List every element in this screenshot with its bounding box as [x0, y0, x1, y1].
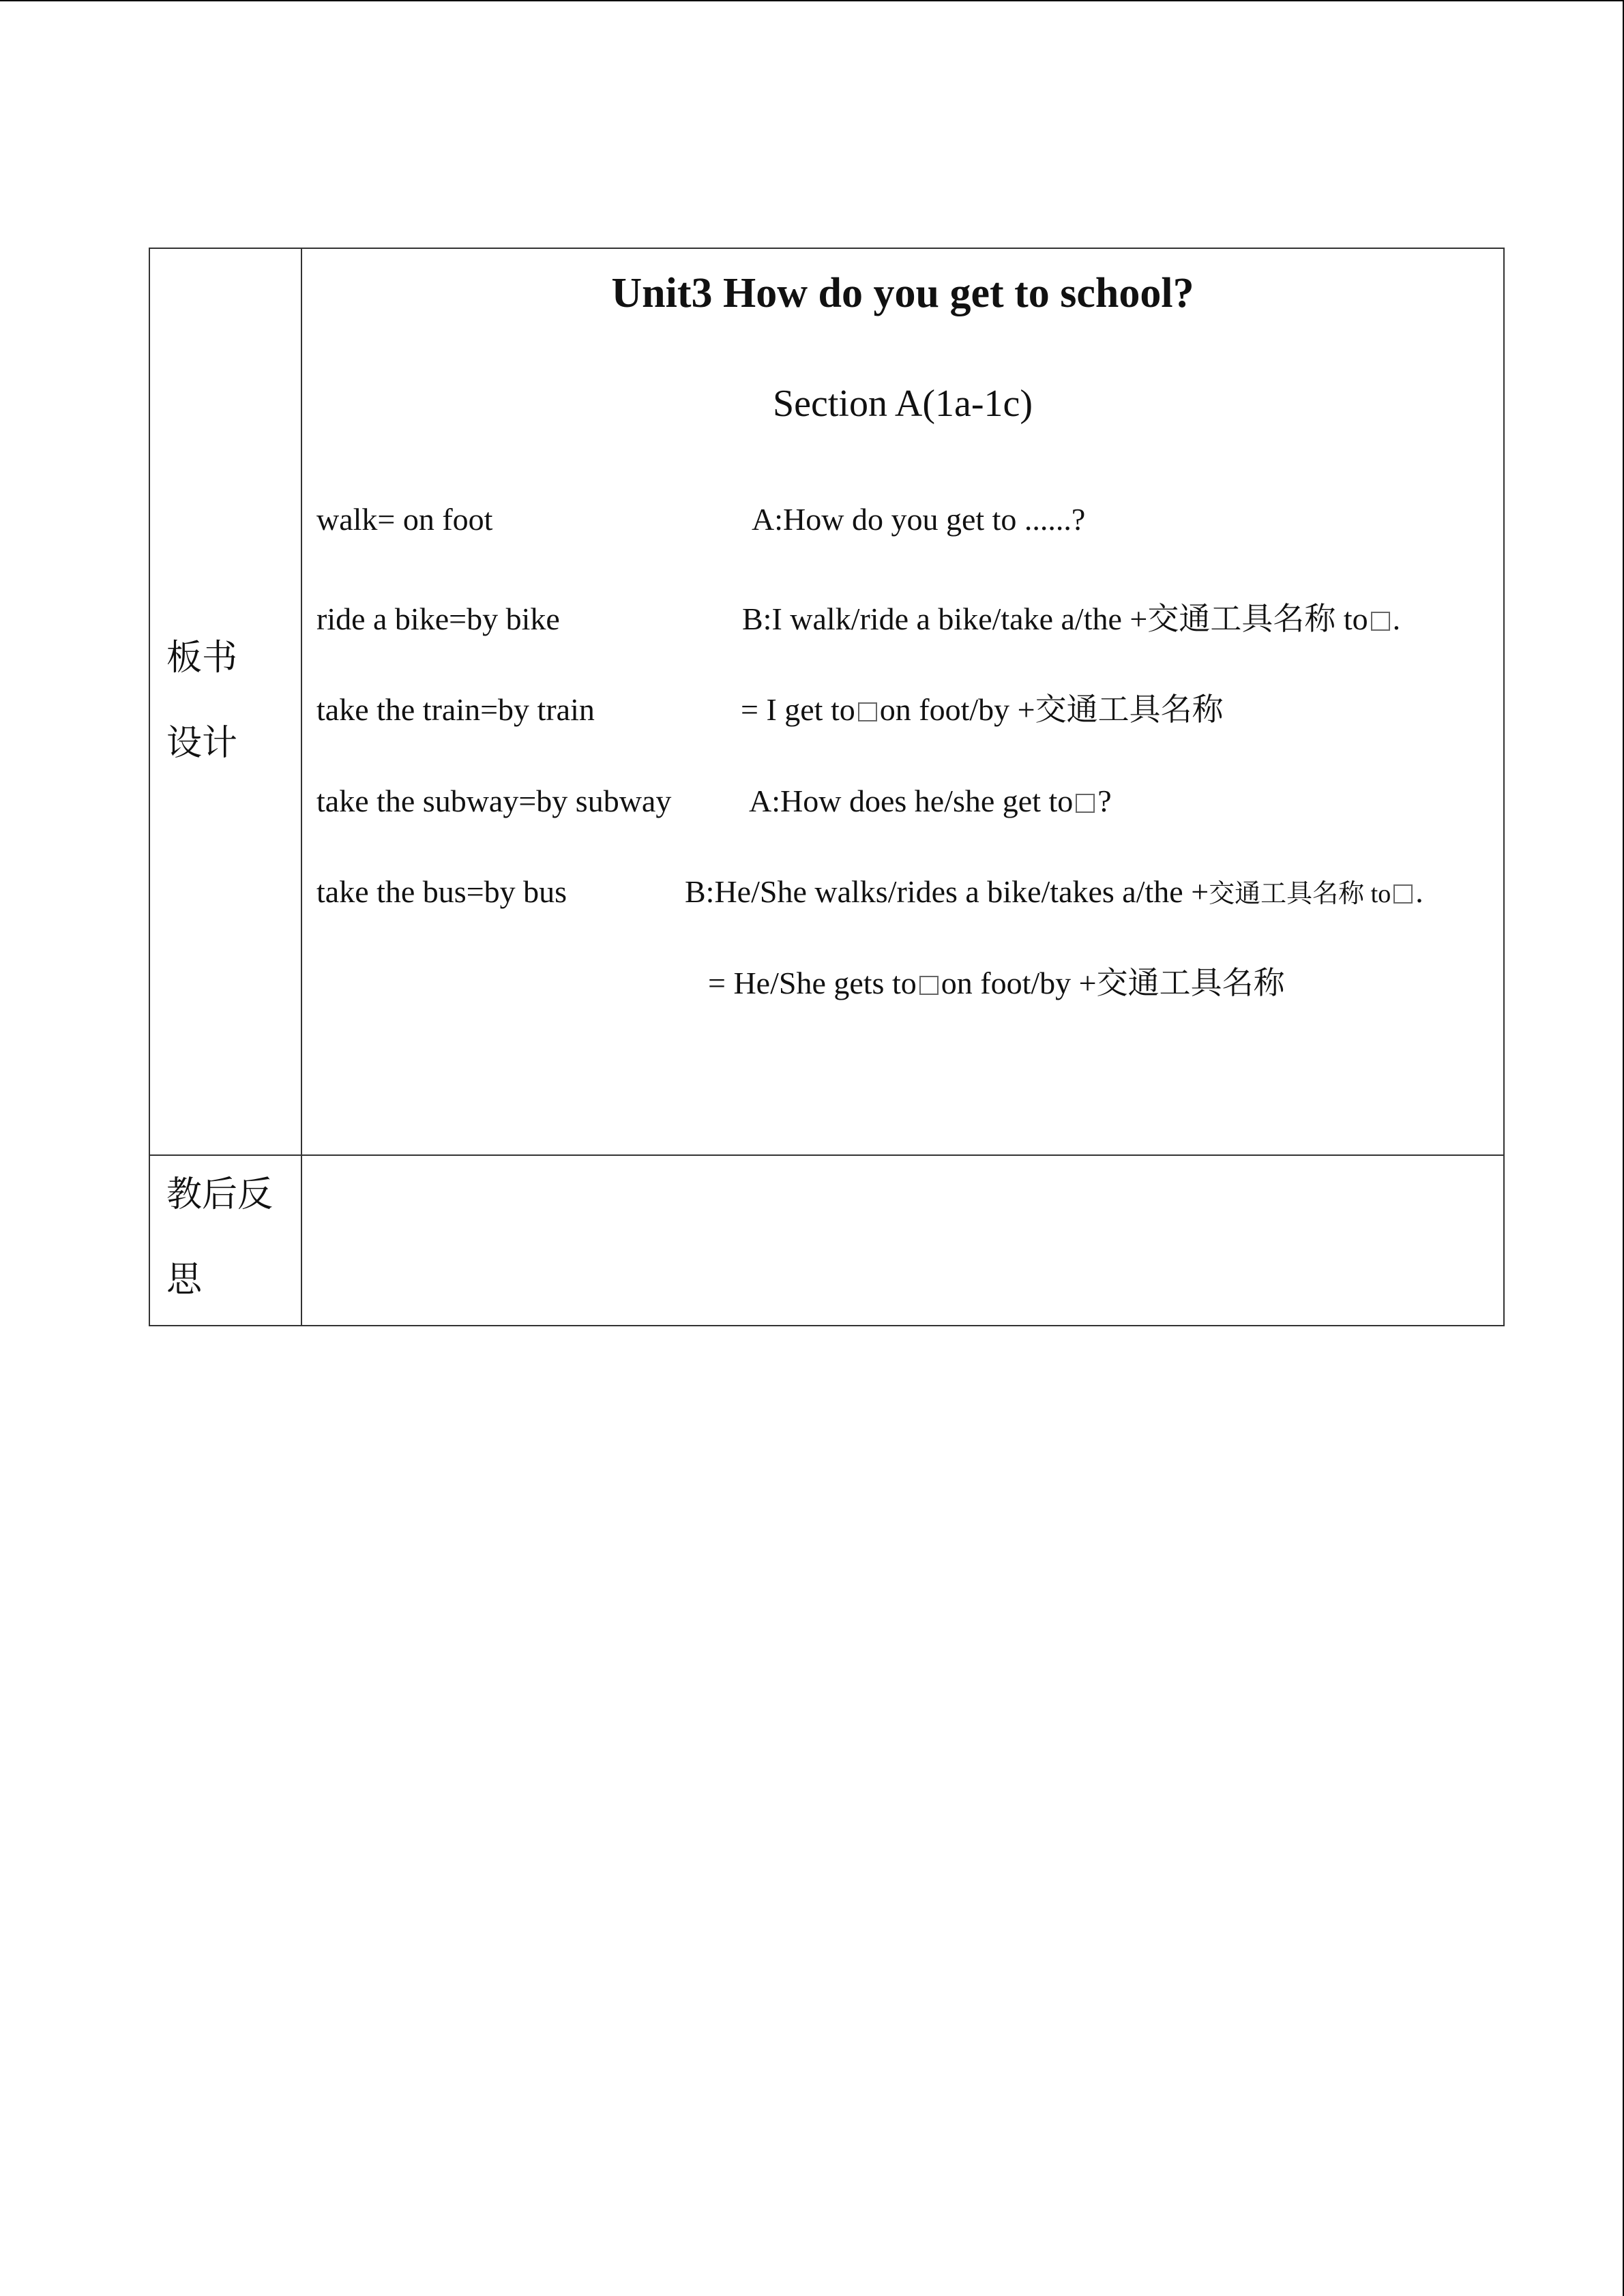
equivalent-he-she-end: on foot/by +交通工具名称 [941, 966, 1285, 1000]
question-he-she [749, 786, 1112, 817]
question-he-she-end: ? [1097, 784, 1112, 818]
answer-he-she-small: 交通工具名称 to [1209, 880, 1391, 908]
blank-box [919, 976, 939, 995]
equivalent-i-end: on foot/by +交通工具名称 [879, 692, 1224, 727]
equivalent-he-she [708, 968, 1285, 999]
question-he-she-text: A:How does he/she get to [749, 784, 1074, 818]
row1-label-line1: 板书 [166, 639, 238, 678]
section-subtitle: Section A(1a-1c) [773, 383, 1033, 425]
phrase-train: take the train=by train [316, 692, 595, 727]
answer-i-text: B:I walk/ride a bike/take a/the +交通工具名称 to [742, 601, 1368, 636]
phrase-walk: walk= on foot [316, 502, 493, 537]
question-you: A:How do you get to ......? [752, 502, 1086, 537]
blank-box [1393, 884, 1413, 904]
row1-label-line2: 设计 [166, 724, 238, 763]
answer-he-she-end: . [1415, 874, 1423, 909]
top-border-rule [0, 0, 1624, 1]
lesson-plan-table [149, 248, 1505, 1326]
answer-i-end: . [1392, 601, 1401, 636]
equivalent-i-start: = I get to [741, 692, 855, 727]
phrase-bike: ride a bike=by bike [316, 601, 560, 636]
phrase-bus: take the bus=by bus [316, 874, 567, 909]
answer-he-she [685, 876, 1423, 908]
equivalent-i [741, 694, 1224, 726]
blank-box [1371, 612, 1390, 631]
blank-box [858, 702, 877, 721]
answer-i [742, 603, 1400, 635]
row-divider [150, 1154, 1503, 1156]
row2-label-line1: 教后反 [166, 1176, 274, 1214]
lesson-title: Unit3 How do you get to school? [611, 270, 1194, 316]
phrase-subway: take the subway=by subway [316, 784, 672, 818]
row2-label-line2: 思 [166, 1261, 203, 1300]
equivalent-he-she-start: = He/She gets to [708, 966, 917, 1000]
blank-box [1076, 794, 1095, 813]
answer-he-she-text: B:He/She walks/rides a bike/takes a/the + [685, 874, 1209, 909]
